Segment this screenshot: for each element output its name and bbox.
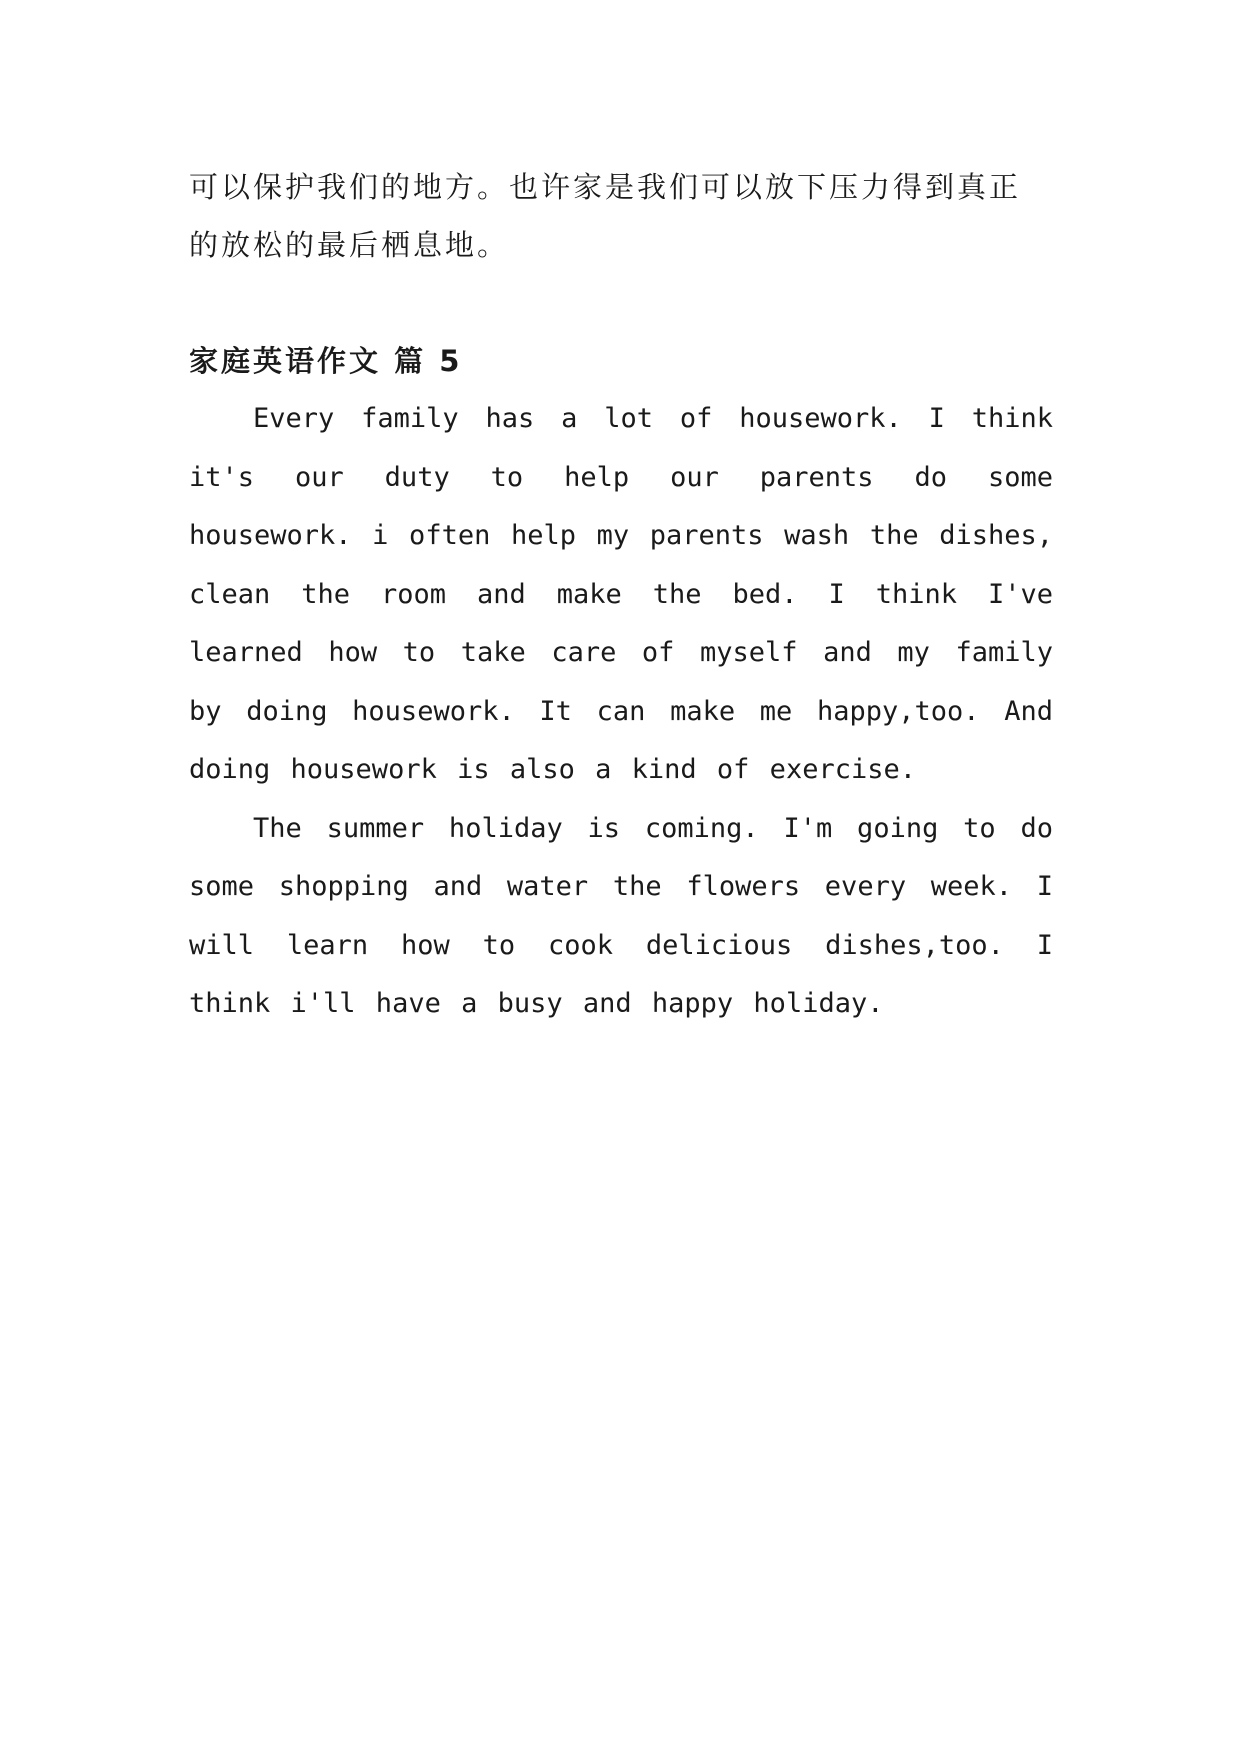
intro-paragraph: [189, 158, 1053, 274]
intro-line: 的放松的最后栖息地。: [189, 228, 510, 262]
document-body: [189, 158, 1053, 1034]
essay-paragraph: Every family has a lot of housework. I think it's our duty to help our parents do some housework. i often help my parents wash the dishes, clean the room and make the bed. I think I've learned how to take care of myself and my family by doing housework. It can make me happy,too. And doing housework is also a kind of exercise.: [189, 403, 1053, 785]
intro-line: 可以保护我们的地方。也许家是我们可以放下压力得到真正: [189, 170, 1022, 204]
essay-paragraph: The summer holiday is coming. I'm going to do some shopping and water the flowers every week. I will learn how to cook delicious dishes,too. I think i'll have a busy and happy holiday.: [189, 812, 1053, 1019]
section-title: 家庭英语作文 篇 5: [189, 344, 463, 378]
